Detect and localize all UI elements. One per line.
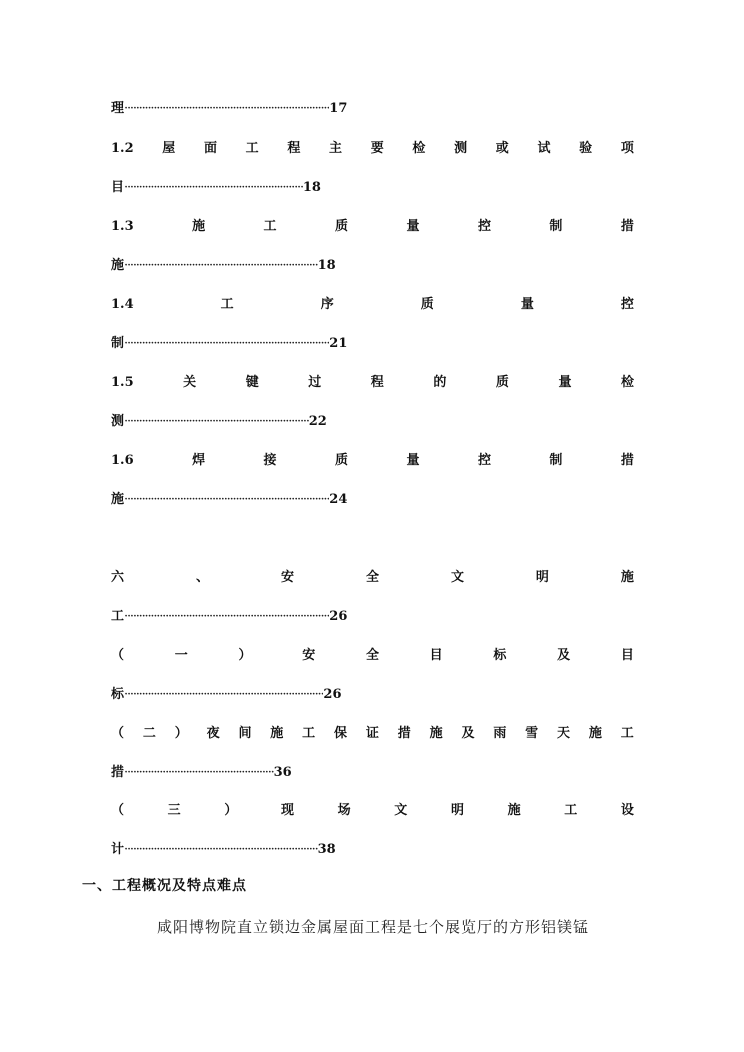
toc-page-number: 21 xyxy=(329,336,348,351)
toc-line xyxy=(111,840,634,860)
toc-title-char: 量 xyxy=(558,375,572,390)
toc-title-char: 工 xyxy=(620,726,634,741)
toc-line xyxy=(111,490,634,510)
toc-line xyxy=(111,607,634,627)
toc-title-char: 质 xyxy=(495,375,509,390)
toc-title-char: 接 xyxy=(263,453,277,468)
toc-title-char: 工 xyxy=(302,726,316,741)
toc-title-end: 制 xyxy=(111,336,125,351)
toc-title-end: 工 xyxy=(111,609,125,624)
toc-title-end: 理 xyxy=(111,101,125,116)
toc-title-char: 量 xyxy=(520,297,534,312)
toc-title-char: ） xyxy=(224,803,238,818)
toc-title-char: 施 xyxy=(192,219,206,234)
toc-title-char: 程 xyxy=(370,375,384,390)
toc-title-char: 施 xyxy=(620,570,634,585)
toc-title-char: 施 xyxy=(588,726,602,741)
toc-line xyxy=(111,568,634,588)
toc-title-char: 的 xyxy=(433,375,447,390)
toc-title-char: 控 xyxy=(477,219,491,234)
toc-title-end: 施 xyxy=(111,258,125,273)
toc-line xyxy=(111,295,634,315)
toc-title-char: 措 xyxy=(620,453,634,468)
toc-title-char: 1.5 xyxy=(111,375,134,390)
toc-title-char: 施 xyxy=(270,726,284,741)
toc-title-end: 施 xyxy=(111,492,125,507)
toc-title-char: 保 xyxy=(334,726,348,741)
toc-title-char: 制 xyxy=(549,453,563,468)
toc-title-char: 施 xyxy=(507,803,521,818)
toc-line xyxy=(111,412,634,432)
toc-page-number: 38 xyxy=(317,842,336,857)
toc-title-char: 及 xyxy=(557,648,571,663)
toc-title-char: 设 xyxy=(620,803,634,818)
toc-title-char: 文 xyxy=(394,803,408,818)
toc-line xyxy=(111,139,634,159)
toc-page-number: 17 xyxy=(329,101,348,116)
toc-title-end: 标 xyxy=(111,687,125,702)
toc-title-char: 过 xyxy=(308,375,322,390)
toc-title-char: 二 xyxy=(142,726,156,741)
toc-page-number: 26 xyxy=(323,687,342,702)
toc-title-char: 控 xyxy=(620,297,634,312)
toc-title-char: 质 xyxy=(335,219,349,234)
toc-title-char: （ xyxy=(111,648,125,663)
toc-title-char: 屋 xyxy=(162,141,176,156)
toc-title-char: 六 xyxy=(111,570,125,585)
toc-title-char: 序 xyxy=(320,297,334,312)
toc-title-char: 及 xyxy=(461,726,475,741)
toc-line xyxy=(111,373,634,393)
toc-leader-dots: ······························································· xyxy=(124,414,309,429)
toc-title-char: ） xyxy=(238,648,252,663)
toc-title-char: 措 xyxy=(620,219,634,234)
toc-title-end: 措 xyxy=(111,765,125,780)
toc-line xyxy=(111,801,634,821)
toc-line xyxy=(111,217,634,237)
toc-title-char: 措 xyxy=(397,726,411,741)
toc-title-char: 目 xyxy=(620,648,634,663)
toc-title-end: 计 xyxy=(111,842,125,857)
toc-title-end: 测 xyxy=(111,414,125,429)
toc-title-char: 键 xyxy=(245,375,259,390)
toc-title-char: 焊 xyxy=(192,453,206,468)
toc-page-number: 36 xyxy=(273,765,292,780)
toc-title-char: 明 xyxy=(450,803,464,818)
toc-title-char: 控 xyxy=(477,453,491,468)
toc-line xyxy=(111,763,634,783)
toc-title-char: 面 xyxy=(203,141,217,156)
toc-title-char: 工 xyxy=(245,141,259,156)
toc-leader-dots: ······································································ xyxy=(124,492,330,507)
toc-title-char: 标 xyxy=(493,648,507,663)
toc-title-char: 间 xyxy=(238,726,252,741)
toc-title-char: 1.3 xyxy=(111,219,134,234)
toc-page-number: 24 xyxy=(329,492,348,507)
toc-title-char: ） xyxy=(174,726,188,741)
toc-line xyxy=(111,685,634,705)
toc-page-number: 18 xyxy=(317,258,336,273)
toc-title-char: 试 xyxy=(537,141,551,156)
toc-title-char: 工 xyxy=(564,803,578,818)
toc-line xyxy=(111,178,634,198)
toc-title-char: 雪 xyxy=(525,726,539,741)
toc-title-char: 文 xyxy=(450,570,464,585)
toc-title-char: 全 xyxy=(365,648,379,663)
toc-title-char: （ xyxy=(111,803,125,818)
toc-leader-dots: ····························································· xyxy=(124,180,303,195)
toc-leader-dots: ·································································· xyxy=(124,842,318,857)
toc-line xyxy=(111,256,634,276)
toc-title-char: 场 xyxy=(337,803,351,818)
toc-title-char: 测 xyxy=(454,141,468,156)
toc-title-char: 量 xyxy=(406,453,420,468)
toc-title-char: 全 xyxy=(365,570,379,585)
body-paragraph: 咸阳博物院直立锁边金属屋面工程是七个展览厅的方形铝镁锰 xyxy=(157,918,590,936)
toc-leader-dots: ··················································· xyxy=(124,765,274,780)
toc-page-number: 26 xyxy=(329,609,348,624)
toc-title-char: （ xyxy=(111,726,125,741)
toc-page-number: 22 xyxy=(308,414,327,429)
toc-title-char: 天 xyxy=(557,726,571,741)
toc-leader-dots: ···································································· xyxy=(124,687,324,702)
toc-title-char: 夜 xyxy=(206,726,220,741)
toc-title-char: 工 xyxy=(220,297,234,312)
toc-title-char: 质 xyxy=(420,297,434,312)
toc-title-char: 明 xyxy=(535,570,549,585)
toc-leader-dots: ·································································· xyxy=(124,258,318,273)
toc-title-char: 质 xyxy=(335,453,349,468)
toc-title-char: 或 xyxy=(495,141,509,156)
toc-line xyxy=(111,724,634,744)
toc-title-char: 要 xyxy=(370,141,384,156)
toc-title-char: 检 xyxy=(412,141,426,156)
toc-line xyxy=(111,99,634,119)
toc-title-end: 目 xyxy=(111,180,125,195)
toc-title-char: 项 xyxy=(620,141,634,156)
toc-title-char: 施 xyxy=(429,726,443,741)
toc-leader-dots: ······································································ xyxy=(124,101,330,116)
toc-title-char: 1.4 xyxy=(111,297,134,312)
toc-title-char: 安 xyxy=(280,570,294,585)
section-heading: 一、工程概况及特点难点 xyxy=(82,878,247,894)
toc-title-char: 量 xyxy=(406,219,420,234)
toc-title-char: 1.2 xyxy=(111,141,134,156)
toc-line xyxy=(111,334,634,354)
toc-title-char: 安 xyxy=(302,648,316,663)
toc-title-char: 现 xyxy=(280,803,294,818)
toc-title-char: 主 xyxy=(329,141,343,156)
toc-title-char: 程 xyxy=(287,141,301,156)
toc-title-char: 三 xyxy=(167,803,181,818)
toc-line xyxy=(111,646,634,666)
toc-title-char: 关 xyxy=(183,375,197,390)
toc-title-char: 一 xyxy=(174,648,188,663)
toc-title-char: 雨 xyxy=(493,726,507,741)
toc-title-char: 1.6 xyxy=(111,453,134,468)
toc-title-char: 目 xyxy=(429,648,443,663)
toc-leader-dots: ······································································ xyxy=(124,609,330,624)
toc-page-number: 18 xyxy=(302,180,321,195)
toc-title-char: 、 xyxy=(195,570,209,585)
toc-title-char: 制 xyxy=(549,219,563,234)
toc-title-char: 检 xyxy=(620,375,634,390)
toc-title-char: 工 xyxy=(263,219,277,234)
toc-leader-dots: ······································································ xyxy=(124,336,330,351)
toc-title-char: 证 xyxy=(365,726,379,741)
toc-title-char: 验 xyxy=(579,141,593,156)
toc-line xyxy=(111,451,634,471)
